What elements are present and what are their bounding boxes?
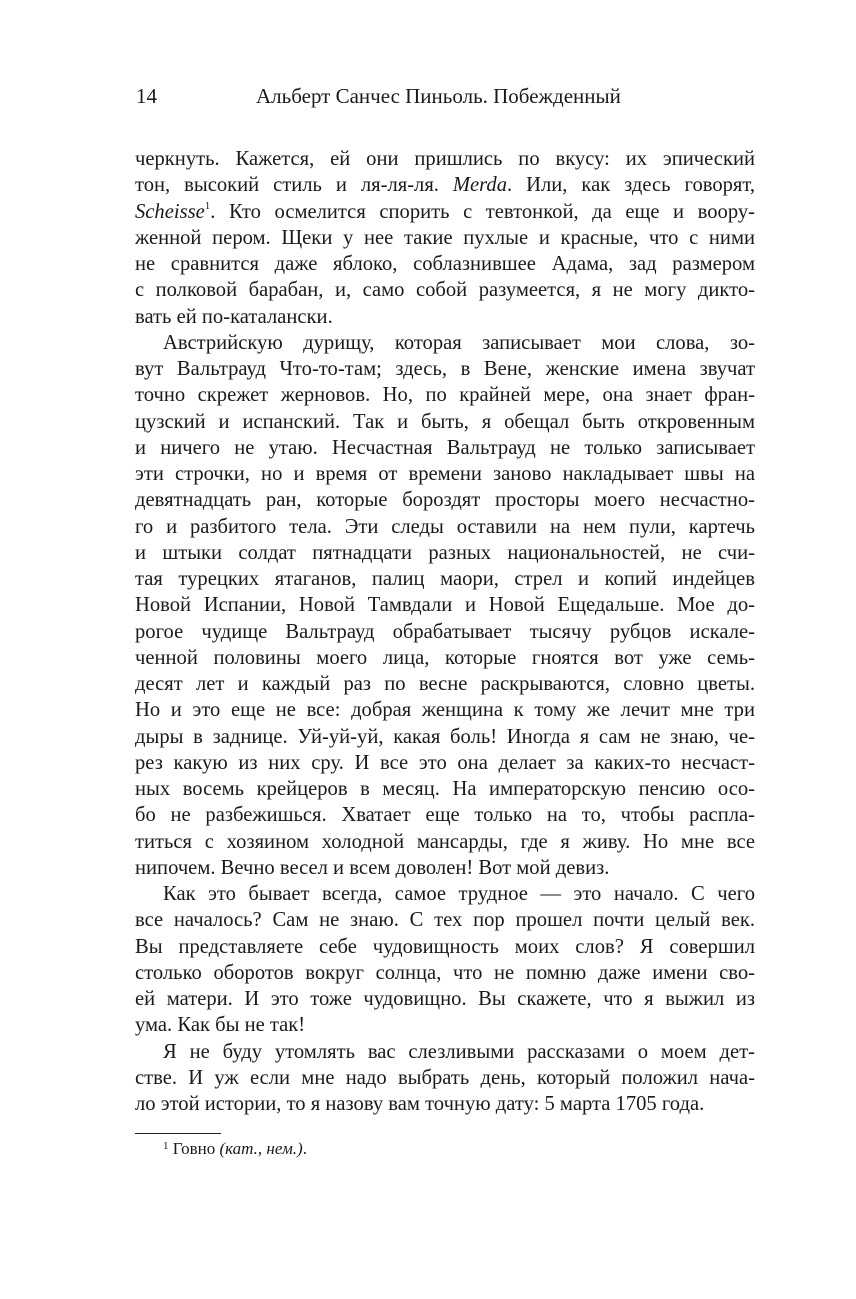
text-segment: десят лет и каждый раз по весне раскрываются, словно цветы. xyxy=(135,673,755,695)
text-line xyxy=(135,540,755,566)
footnote-ref: 1 xyxy=(204,199,211,212)
text-segment: не сравнится даже яблоко, соблазнившее Адама, зад размером xyxy=(135,253,755,275)
text-segment: Вы представляете себе чудовищность моих слов? Я совершил xyxy=(135,935,755,958)
footnote-divider xyxy=(135,1133,221,1134)
footnote-end: . xyxy=(302,1139,307,1158)
text-segment: точно скрежет жерновов. Но, по крайней мере, она знает фран- xyxy=(135,384,755,407)
text-segment: ло этой истории, то я назову вам точную дату: 5 марта 1705 года. xyxy=(135,1093,705,1115)
text-line xyxy=(135,435,755,461)
text-segment: го и разбитого тела. Эти следы оставили на нем пули, картечь xyxy=(135,515,755,538)
text-segment: вать ей по-каталански. xyxy=(135,305,333,328)
text-line xyxy=(135,199,755,225)
text-line xyxy=(135,619,755,645)
text-line xyxy=(135,986,755,1012)
italic-text: Merda xyxy=(452,174,508,197)
text-line xyxy=(135,1012,755,1038)
text-segment: с полковой барабан, и, само собой разумеется, я не могу дикто- xyxy=(135,279,755,302)
text-segment: эти строчки, но и время от времени заново накладывает швы на xyxy=(135,463,755,485)
text-line xyxy=(135,802,755,828)
text-segment: нипочем. Вечно весел и всем доволен! Вот мой девиз. xyxy=(135,856,610,879)
text-segment: бо не разбежишься. Хватает еще только на то, чтобы распла- xyxy=(135,804,755,827)
text-line xyxy=(135,1065,755,1091)
text-segment: столько оборотов вокруг солнца, что не помню даже имени сво- xyxy=(135,961,755,984)
footnote-marker: 1 xyxy=(163,1140,169,1152)
text-line xyxy=(135,645,755,671)
text-segment: ей матери. И это тоже чудовищно. Вы скажете, что я выжил из xyxy=(135,988,755,1010)
text-segment: Новой Испании, Новой Тамвдали и Новой Ещедальше. Мое до- xyxy=(135,594,755,617)
text-segment: тон, высокий стиль и ля-ля-ля. xyxy=(135,174,453,197)
text-segment: цузский и испанский. Так и быть, я обещал быть откровенным xyxy=(135,410,755,433)
text-segment: девятнадцать ран, которые бороздят просторы моего несчастно- xyxy=(135,489,755,512)
text-line xyxy=(135,960,755,986)
text-segment: ных восемь крейцеров в месяц. На императорскую пенсию осо- xyxy=(135,778,755,800)
text-line xyxy=(135,750,755,776)
footnote-italic: (кат., нем.) xyxy=(219,1139,303,1158)
running-header xyxy=(136,84,756,112)
text-segment: черкнуть. Кажется, ей они пришлись по вкусу: их эпический xyxy=(135,148,755,170)
paragraph xyxy=(135,146,755,330)
text-line xyxy=(135,487,755,513)
text-line xyxy=(135,829,755,855)
text-segment: Как это бывает всегда, самое трудное — это начало. С чего xyxy=(163,883,755,905)
text-segment: . Или, как здесь говорят, xyxy=(507,174,755,197)
running-title: Альберт Санчес Пиньоль. Побежденный xyxy=(256,84,621,108)
text-segment: Я не буду утомлять вас слезливыми рассказами о моем дет- xyxy=(163,1040,755,1063)
text-segment: стве. И уж если мне надо выбрать день, который положил нача- xyxy=(135,1066,755,1089)
text-line xyxy=(135,277,755,303)
text-line xyxy=(135,304,755,330)
text-line xyxy=(135,855,755,881)
text-segment: вут Вальтрауд Что-то-там; здесь, в Вене, женские имена звучат xyxy=(135,358,755,380)
text-line xyxy=(135,776,755,802)
text-line xyxy=(135,461,755,487)
footnote xyxy=(163,1139,307,1159)
paragraph xyxy=(135,881,755,1039)
text-segment: дыры в заднице. Уй-уй-уй, какая боль! Иногда я сам не знаю, че- xyxy=(135,725,755,748)
text-segment: Австрийскую дурищу, которая записывает мои слова, зо- xyxy=(163,331,755,354)
text-line xyxy=(135,330,755,356)
text-line xyxy=(135,514,755,540)
text-segment: рез какую из них сру. И все это она делает за каких-то несчаст- xyxy=(135,751,755,774)
italic-text: Scheisse xyxy=(135,200,205,223)
text-segment: и ничего не утаю. Несчастная Вальтрауд не только записывает xyxy=(135,436,755,459)
text-segment: титься с хозяином холодной мансарды, где я живу. Но мне все xyxy=(135,830,755,853)
page-number: 14 xyxy=(136,84,157,108)
text-line xyxy=(135,881,755,907)
text-segment: все началось? Сам не знаю. С тех пор прошел почти целый век. xyxy=(135,909,755,932)
text-line xyxy=(135,146,755,172)
text-segment: и штыки солдат пятнадцати разных национальностей, не счи- xyxy=(135,541,755,564)
text-line xyxy=(135,409,755,435)
paragraph xyxy=(135,1039,755,1118)
text-segment: тая турецких ятаганов, палиц маори, стрел и копий индейцев xyxy=(135,568,755,590)
text-line xyxy=(135,724,755,750)
text-segment: ченной половины моего лица, которые гноятся вот уже семь- xyxy=(135,646,755,669)
text-line xyxy=(135,172,755,198)
text-line xyxy=(135,934,755,960)
text-line xyxy=(135,566,755,592)
text-segment: Но и это еще не все: добрая женщина к тому же лечит мне три xyxy=(135,699,755,722)
text-line xyxy=(135,1039,755,1065)
body-text xyxy=(135,146,755,1117)
text-line xyxy=(135,382,755,408)
footnote-text: Говно xyxy=(172,1139,220,1158)
text-line xyxy=(135,697,755,723)
text-segment: женной пером. Щеки у нее такие пухлые и красные, что с ними xyxy=(135,226,755,249)
text-line xyxy=(135,592,755,618)
text-line xyxy=(135,251,755,277)
paragraph xyxy=(135,330,755,881)
text-line xyxy=(135,907,755,933)
text-segment: . Кто осмелится спорить с тевтонкой, да еще и воору- xyxy=(210,200,755,223)
text-line xyxy=(135,671,755,697)
text-line xyxy=(135,356,755,382)
text-line xyxy=(135,225,755,251)
text-segment: ума. Как бы не так! xyxy=(135,1014,306,1037)
text-segment: рогое чудище Вальтрауд обрабатывает тысячу рубцов искале- xyxy=(135,620,755,643)
text-line xyxy=(135,1091,755,1117)
